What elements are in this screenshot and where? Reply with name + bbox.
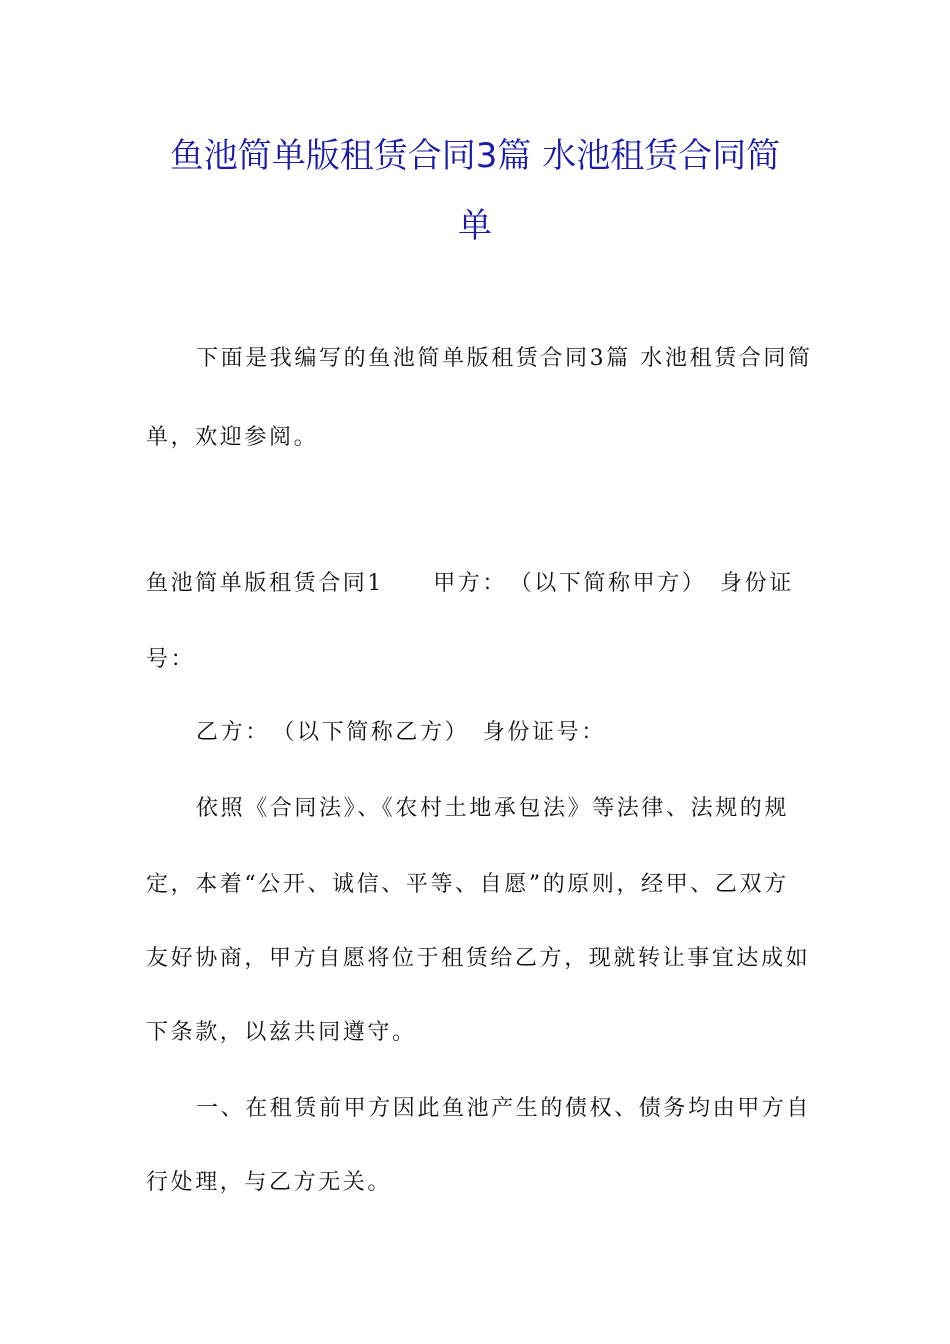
intro-line-1: 下面是我编写的鱼池简单版租赁合同3篇 水池租赁合同简: [196, 346, 813, 371]
clause-1-line-1: 一、在租赁前甲方因此鱼池产生的债权、债务均由甲方自: [196, 1096, 812, 1121]
party-b-line: 乙方： （以下简称乙方） 身份证号：: [196, 720, 606, 745]
party-a-id-line: 号：: [146, 647, 196, 672]
paragraph-basis-line-2: 定，本着“公开、诚信、平等、自愿”的原则，经甲、乙双方: [146, 872, 789, 897]
clause-1-line-2: 行处理，与乙方无关。: [146, 1170, 393, 1195]
paragraph-basis-line-4: 下条款，以兹共同遵守。: [146, 1020, 417, 1045]
document-title-line-1: 鱼池简单版租赁合同3篇 水池租赁合同简: [169, 136, 781, 176]
contract-1-heading-line: 鱼池简单版租赁合同1 甲方： （以下简称甲方） 身份证: [146, 571, 794, 596]
paragraph-basis-line-1: 依照《合同法》、《农村土地承包法》等法律、法规的规: [196, 796, 790, 821]
intro-line-2: 单，欢迎参阅。: [146, 425, 319, 450]
document-title-line-2: 单: [458, 206, 492, 246]
paragraph-basis-line-3: 友好协商，甲方自愿将位于租赁给乙方，现就转让事宜达成如: [146, 946, 811, 971]
